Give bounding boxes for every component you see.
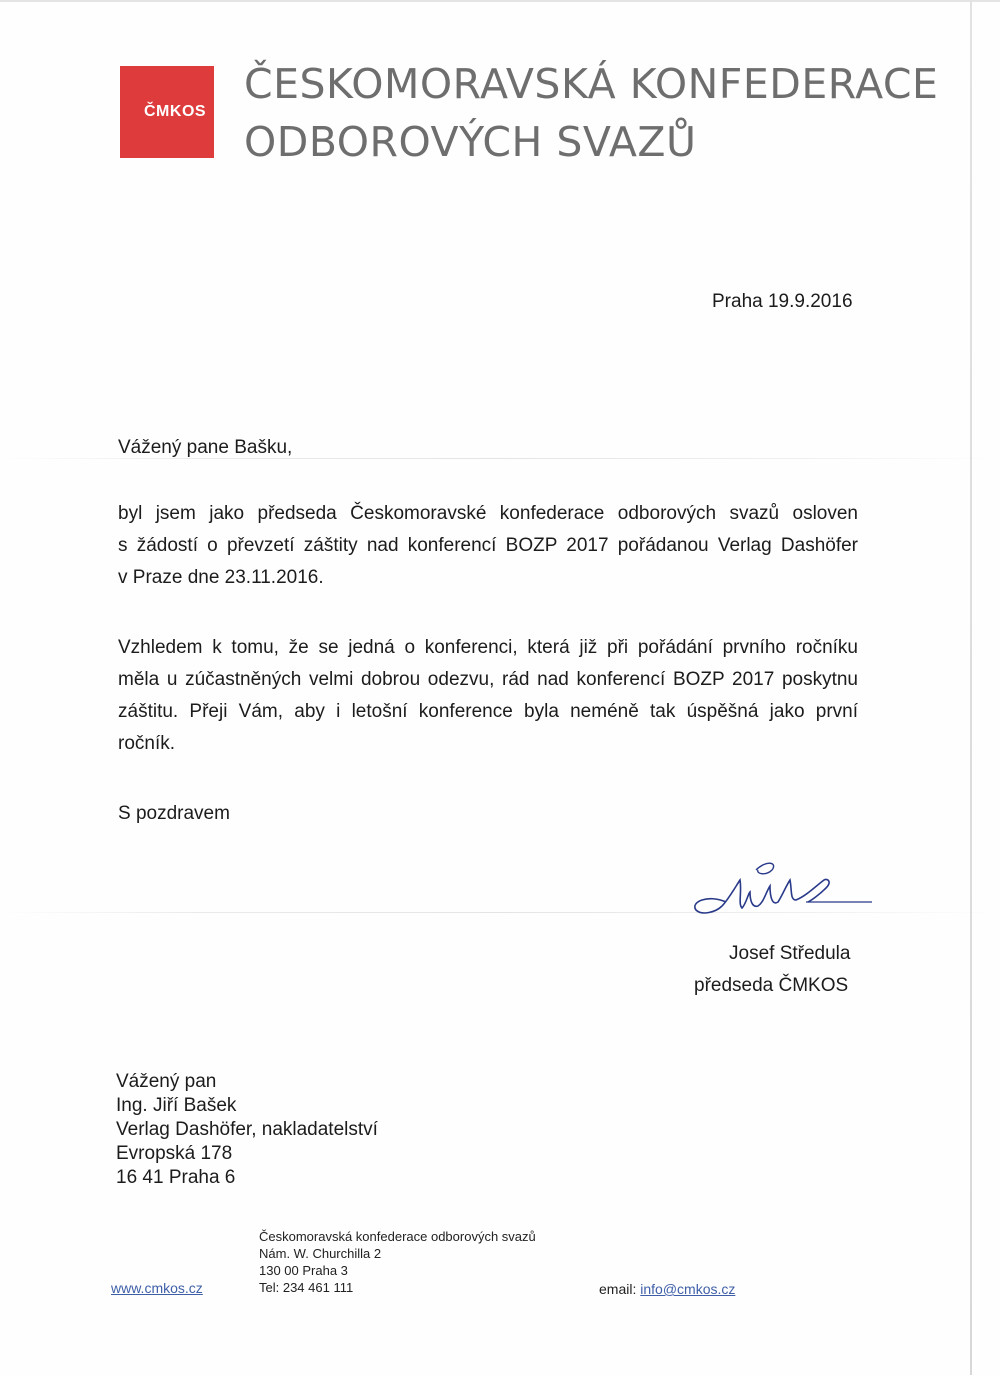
paragraph-2 [118, 632, 858, 760]
footer-email [599, 1281, 735, 1297]
footer-org-line: Nám. W. Churchilla 2 [259, 1246, 382, 1261]
scan-edge-right [970, 0, 972, 1375]
paragraph-1-line: s žádostí o převzetí záštity nad konferencí BOZP 2017 pořádanou Verlag Dashöfer [118, 535, 858, 556]
scan-edge-top [0, 0, 1000, 2]
footer-org-line: 130 00 Praha 3 [259, 1263, 348, 1278]
recipient-address-line: Verlag Dashöfer, nakladatelství [116, 1119, 378, 1140]
recipient-address-line: 16 41 Praha 6 [116, 1167, 236, 1188]
recipient-address-line: Ing. Jiří Bašek [116, 1095, 237, 1116]
recipient-address-line: Evropská 178 [116, 1143, 233, 1164]
recipient-address-line: Vážený pan [116, 1071, 217, 1092]
footer-org-address [259, 1228, 536, 1296]
paragraph-2-line: měla u zúčastněných velmi dobrou odezvu, rád nad konferencí BOZP 2017 poskytnu [118, 669, 858, 690]
paragraph-2-line: záštitu. Přeji Vám, aby i letošní konference byla neméně tak úspěšná jako první [118, 701, 858, 722]
org-name-line-2: ODBOROVÝCH SVAZŮ [244, 118, 697, 166]
recipient-address [116, 1070, 378, 1190]
closing: S pozdravem [118, 803, 230, 824]
paragraph-1 [118, 498, 858, 594]
org-name-line-1: ČESKOMORAVSKÁ KONFEDERACE [244, 60, 939, 108]
letter-date: Praha 19.9.2016 [712, 291, 853, 312]
paragraph-1-line: v Praze dne 23.11.2016. [118, 567, 324, 588]
logo-text: ČMKOS [144, 103, 207, 120]
signer-title: předseda ČMKOS [694, 975, 849, 996]
footer-website-link[interactable]: www.cmkos.cz [111, 1280, 203, 1296]
footer-org-line: Českomoravská konfederace odborových svazů [259, 1229, 536, 1244]
paragraph-2-line: ročník. [118, 733, 176, 754]
cmkos-logo [120, 66, 214, 158]
handwritten-signature [686, 856, 876, 936]
footer-email-label: email: [599, 1281, 637, 1297]
footer-org-line: Tel: 234 461 111 [259, 1280, 354, 1295]
paragraph-2-line: Vzhledem k tomu, že se jedná o konferenci, která již při pořádání prvního ročníku [118, 637, 858, 658]
footer-email-link[interactable]: info@cmkos.cz [640, 1281, 736, 1297]
paragraph-1-line: byl jsem jako předseda Českomoravské konfederace odborových svazů osloven [118, 503, 858, 524]
salutation: Vážený pane Bašku, [118, 437, 293, 458]
signer-name: Josef Středula [729, 943, 851, 964]
